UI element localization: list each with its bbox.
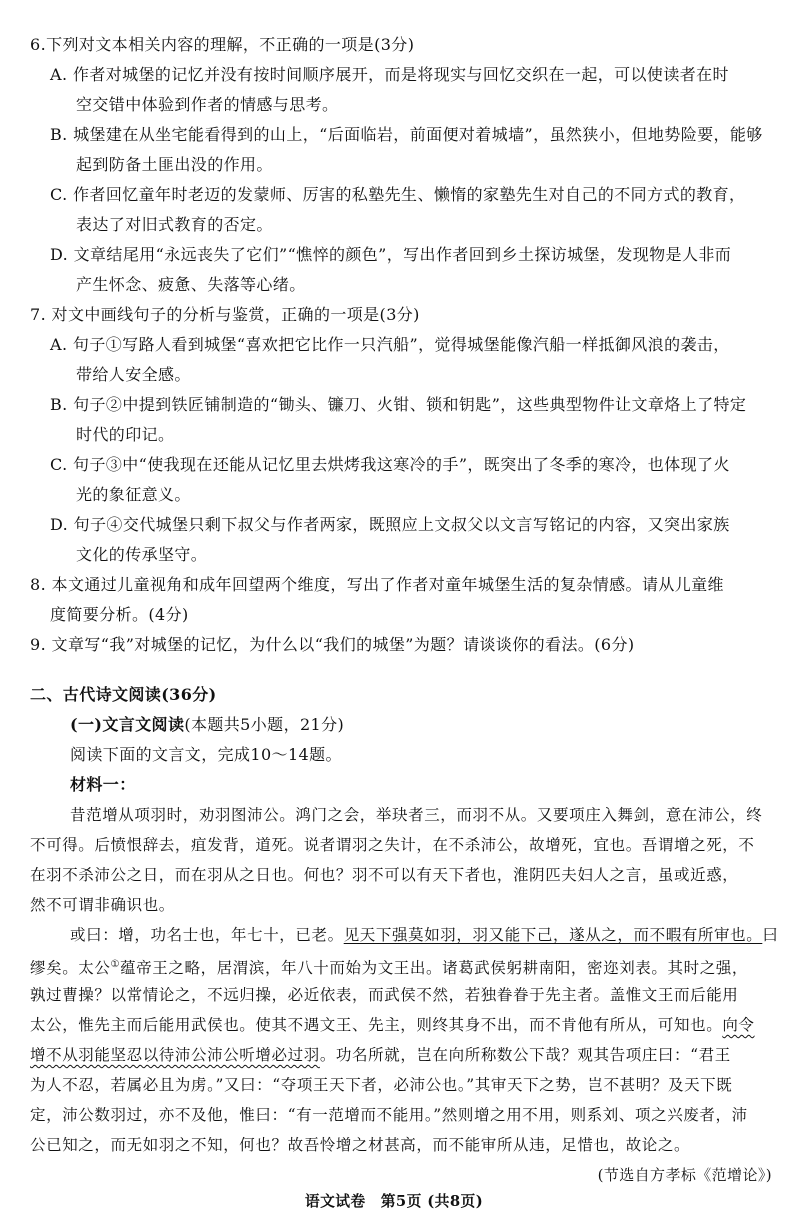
q7-option-b-line2: 时代的印记。 <box>76 425 175 444</box>
question-8-line2: 度简要分析。(4分) <box>50 605 189 624</box>
q7-option-b-line1: B. 句子②中提到铁匠铺制造的“锄头、镰刀、火钳、锁和钥匙”，这些典型物件让文章烙上了特定 <box>50 395 747 414</box>
subsection-note: (本题共5小题，21分) <box>184 715 345 734</box>
subsection-title: (一)文言文阅读 <box>70 715 185 734</box>
page-footer: 语文试卷 第5页 (共8页) <box>304 1192 484 1210</box>
question-9-stem: 9. 文章写“我”对城堡的记忆，为什么以“我们的城堡”为题？请谈谈你的看法。(6分) <box>30 635 635 654</box>
question-7-stem: 7. 对文中画线句子的分析与鉴赏，正确的一项是(3分) <box>30 305 420 324</box>
question-6-stem: 6.下列对文本相关内容的理解，不正确的一项是(3分) <box>30 35 415 54</box>
passage-p2-line8: 公已知之，而无如羽之不知，何也？故吾怜增之材甚高，而不能审所从违，足惜也，故论之。 <box>30 1136 691 1154</box>
passage-p2-line1-end: 曰 <box>762 926 779 944</box>
q7-option-a-line2: 带给人安全感。 <box>76 365 191 384</box>
passage-p2-line1-start: 或曰：增，功名士也，年七十，已老。 <box>70 926 344 944</box>
material-label: 材料一： <box>70 775 136 794</box>
q7-option-c-line1: C. 句子③中“使我现在还能从记忆里去烘烤我这寒冷的手”，既突出了冬季的寒冷，也体现了火 <box>50 455 730 474</box>
question-8-line1: 8. 本文通过儿童视角和成年回望两个维度，写出了作者对童年城堡生活的复杂情感。请从儿童维 <box>30 575 724 594</box>
passage-p1-line1: 昔范增从项羽时，劝羽图沛公。鸿门之会，举玦者三，而羽不从。又要项庄入舞剑，意在沛公，终 <box>70 806 763 824</box>
passage-p1-line4: 然不可谓非确识也。 <box>30 896 175 914</box>
passage-p2-line2-start: 缪矣。太公 <box>30 959 111 978</box>
q6-option-d-line1: D. 文章结尾用“永远丧失了它们”“憔悴的颜色”，写出作者回到乡土探访城堡，发现物是人非而 <box>50 245 732 264</box>
q6-option-d-line2: 产生怀念、疲惫、失落等心绪。 <box>76 275 306 294</box>
section-2-title: 二、古代诗文阅读(36分) <box>30 685 217 704</box>
subsection-heading <box>70 714 344 736</box>
passage-p2-line7: 定，沛公数羽过，亦不及他，惟曰：“有一范增而不能用。”然则增之用不用，则系刘、项之兴废者，沛 <box>30 1106 748 1124</box>
passage-p2-line6: 为人不忍，若属必且为虏。”又曰：“夺项王天下者，必沛公也。”其审天下之势，岂不甚明？及天下既 <box>30 1076 733 1094</box>
passage-p2-line4 <box>30 1014 755 1036</box>
passage-p1-line3: 在羽不杀沛公之日，而在羽从之日也。何也？羽不可以有天下者也，淮阴匹夫妇人之言，虽或近惑， <box>30 866 739 884</box>
reading-instruction: 阅读下面的文言文，完成10～14题。 <box>70 745 342 764</box>
wavy-underlined-start: 向令 <box>722 1016 755 1034</box>
q7-option-a-line1: A. 句子①写路人看到城堡“喜欢把它比作一只汽船”，觉得城堡能像汽船一样抵御风浪的袭击， <box>50 335 730 354</box>
q7-option-d-line2: 文化的传承坚守。 <box>76 545 208 564</box>
underlined-sentence-1: 见天下强莫如羽，羽又能下己，遂从之，而不暇有所审也。 <box>343 926 763 944</box>
wavy-underlined-sentence: 增不从羽能坚忍以待沛公沛公听增必过羽 <box>30 1046 320 1064</box>
footnote-marker: ① <box>110 959 121 970</box>
q6-option-b-line2: 起到防备土匪出没的作用。 <box>76 155 273 174</box>
passage-p2-line1 <box>70 924 778 946</box>
q6-option-b-line1: B. 城堡建在从坐宅能看得到的山上，“后面临岩，前面便对着城墙”，虽然狭小，但地势险要，能够 <box>50 125 763 144</box>
passage-p2-line5 <box>30 1044 731 1066</box>
passage-p1-line2: 不可得。后愤恨辞去，疽发背，道死。说者谓羽之失计，在不杀沛公，故增死，宜也。吾谓增之死，不 <box>30 836 755 854</box>
q6-option-a-line2: 空交错中体验到作者的情感与思考。 <box>76 95 339 114</box>
passage-p2-line2-rest: 蕴帝王之略，居渭滨，年八十而始为文王出。诸葛武侯躬耕南阳，密迩刘表。其时之强， <box>120 959 748 978</box>
q7-option-d-line1: D. 句子④交代城堡只剩下叔父与作者两家，既照应上文叔父以文言写铭记的内容，又突出家族 <box>50 515 730 534</box>
passage-p2-line5-rest: 。功名所就，岂在向所称数公下哉？观其告项庄曰：“君王 <box>319 1046 731 1064</box>
q7-option-c-line2: 光的象征意义。 <box>76 485 191 504</box>
passage-p2-line4-text: 太公，惟先主而后能用武侯也。使其不遇文王、先主，则终其身不出，而不肯他有所从，可知也。 <box>30 1016 723 1034</box>
q6-option-a-line1: A. 作者对城堡的记忆并没有按时间顺序展开，而是将现实与回忆交织在一起，可以使读者在时 <box>50 65 729 84</box>
q6-option-c-line1: C. 作者回忆童年时老迈的发蒙师、厉害的私塾先生、懒惰的家塾先生对自己的不同方式的教育， <box>50 185 746 204</box>
passage-p2-line3: 孰过曹操？以常情论之，不远归操，必近依表，而武侯不然，若独眷眷于先主者。盖惟文王而后能用 <box>30 986 739 1004</box>
passage-source: (节选自方孝标《范增论》) <box>597 1166 772 1184</box>
q6-option-c-line2: 表达了对旧式教育的否定。 <box>76 215 273 234</box>
passage-p2-line2 <box>30 954 748 979</box>
